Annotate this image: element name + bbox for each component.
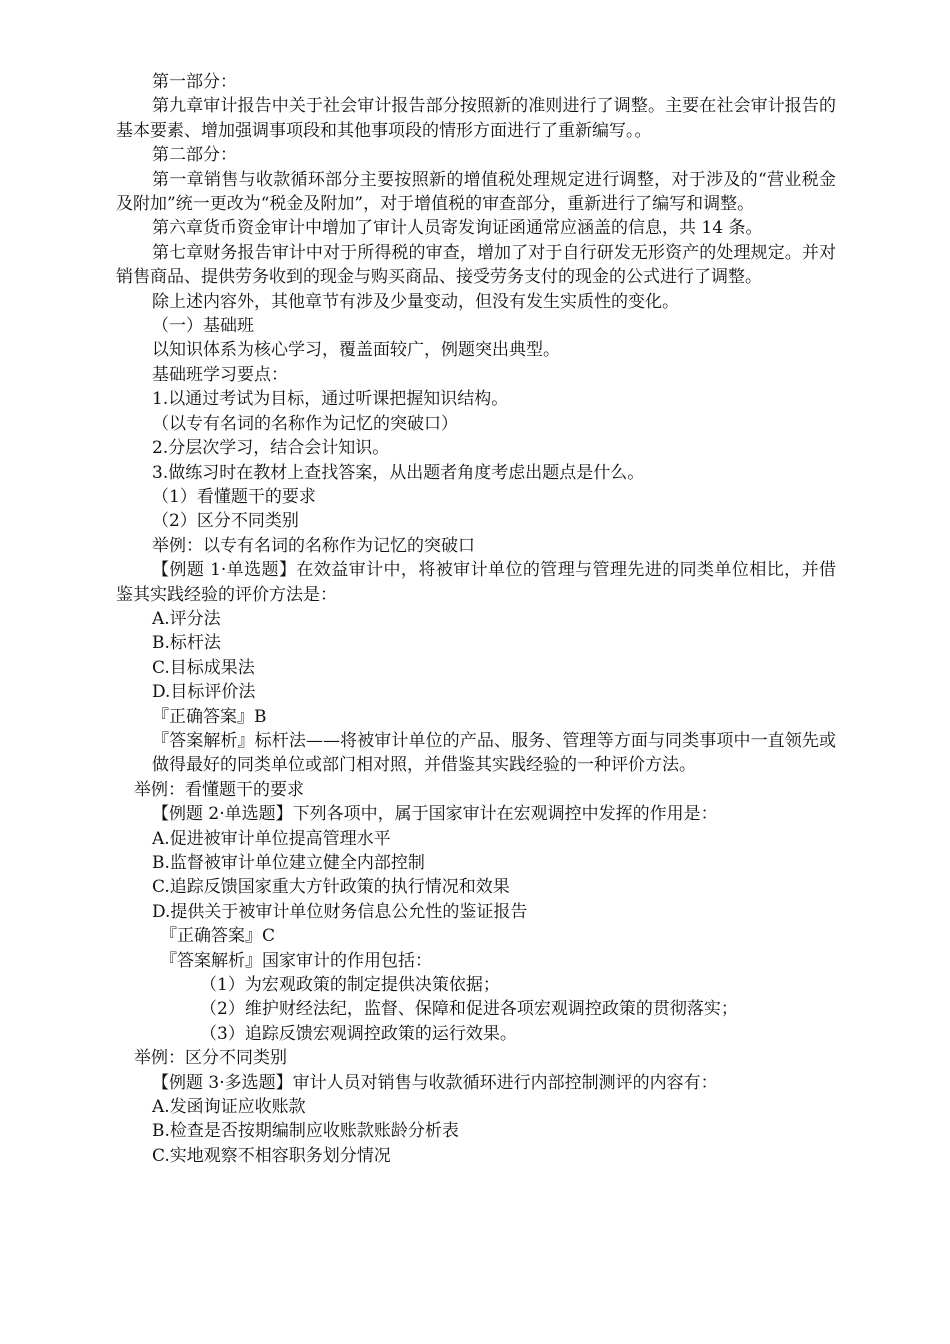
paragraph-chapter-six: 第六章货币资金审计中增加了审计人员寄发询证函通常应涵盖的信息，共 14 条。 [152, 218, 763, 239]
example-1-option-b: B.标杆法 [152, 633, 221, 654]
example-1-explanation: 『答案解析』标杆法——将被审计单位的产品、服务、管理等方面与同类事项中一直领先或做得最好的同类单位或部门相对照，并借鉴其实践经验的一种评价方法。 [152, 730, 836, 776]
key-point-2: 2.分层次学习，结合会计知识。 [152, 438, 390, 459]
section-heading-part-one: 第一部分： [152, 72, 237, 92]
basic-class-description: 以知识体系为核心学习，覆盖面较广，例题突出典型。 [152, 340, 560, 361]
example-2-explanation-item-1: （1）为宏观政策的制定提供决策依据； [200, 975, 500, 996]
paragraph-chapter-one: 第一章销售与收款循环部分主要按照新的增值税处理规定进行调整，对于涉及的“营业税金及附加”统一更改为“税金及附加”，对于增值税的审查部分，重新进行了编写和调整。 [116, 169, 836, 215]
example-question-1: 【例题 1·单选题】在效益审计中，将被审计单位的管理与管理先进的同类单位相比，并借鉴其实践经验的评价方法是： [116, 560, 836, 605]
paragraph-chapter-seven: 第七章财务报告审计中对于所得税的审查，增加了对于自行研发无形资产的处理规定。并对销售商品、提供劳务收到的现金与购买商品、接受劳务支付的现金的公式进行了调整。 [116, 242, 836, 288]
example-question-3: 【例题 3·多选题】审计人员对销售与收款循环进行内部控制测评的内容有： [152, 1072, 718, 1093]
document-body [116, 70, 836, 1168]
paragraph-chapter-nine: 第九章审计报告中关于社会审计报告部分按照新的准则进行了调整。主要在社会审计报告的基本要素、增加强调事项段和其他事项段的情形方面进行了重新编写。。 [116, 96, 836, 141]
example-2-option-b: B.监督被审计单位建立健全内部控制 [152, 853, 425, 873]
heading-basic-class: （一）基础班 [152, 316, 254, 337]
example-question-2: 【例题 2·单选题】下列各项中，属于国家审计在宏观调控中发挥的作用是： [152, 804, 718, 825]
basic-class-key-points-heading: 基础班学习要点： [152, 364, 288, 385]
example-1-option-a: A.评分法 [152, 608, 221, 629]
paragraph-other-chapters: 除上述内容外，其他章节有涉及少量变动，但没有发生实质性的变化。 [152, 291, 679, 312]
example-1-answer: 『正确答案』B [152, 706, 267, 727]
example-2-explanation: 『答案解析』国家审计的作用包括： [160, 950, 432, 971]
key-point-1-note: （以专有名词的名称作为记忆的突破口） [152, 413, 458, 434]
example-2-option-a: A.促进被审计单位提高管理水平 [152, 828, 391, 849]
example-3-option-b: B.检查是否按期编制应收账款账龄分析表 [152, 1121, 459, 1142]
example-heading-1: 举例：以专有名词的名称作为记忆的突破口 [152, 535, 475, 556]
example-2-explanation-item-3: （3）追踪反馈宏观调控政策的运行效果。 [200, 1023, 517, 1044]
example-3-option-c: C.实地观察不相容职务划分情况 [152, 1145, 391, 1166]
example-2-option-c: C.追踪反馈国家重大方针政策的执行情况和效果 [152, 877, 510, 898]
example-1-option-d: D.目标评价法 [152, 682, 256, 703]
example-3-option-a: A.发函询证应收账款 [152, 1097, 306, 1118]
example-2-answer: 『正确答案』C [160, 926, 276, 947]
example-1-option-c: C.目标成果法 [152, 657, 255, 678]
example-heading-2: 举例：看懂题干的要求 [134, 779, 304, 800]
section-heading-part-two: 第二部分： [152, 145, 237, 166]
key-point-3-sub-2: （2）区分不同类别 [152, 511, 299, 532]
key-point-3: 3.做练习时在教材上查找答案，从出题者角度考虑出题点是什么。 [152, 462, 645, 483]
example-2-explanation-item-2: （2）维护财经法纪，监督、保障和促进各项宏观调控政策的贯彻落实； [200, 999, 738, 1020]
key-point-3-sub-1: （1）看懂题干的要求 [152, 486, 316, 507]
example-2-option-d: D.提供关于被审计单位财务信息公允性的鉴证报告 [152, 901, 528, 922]
example-heading-3: 举例：区分不同类别 [134, 1048, 287, 1069]
key-point-1: 1.以通过考试为目标，通过听课把握知识结构。 [152, 389, 509, 410]
